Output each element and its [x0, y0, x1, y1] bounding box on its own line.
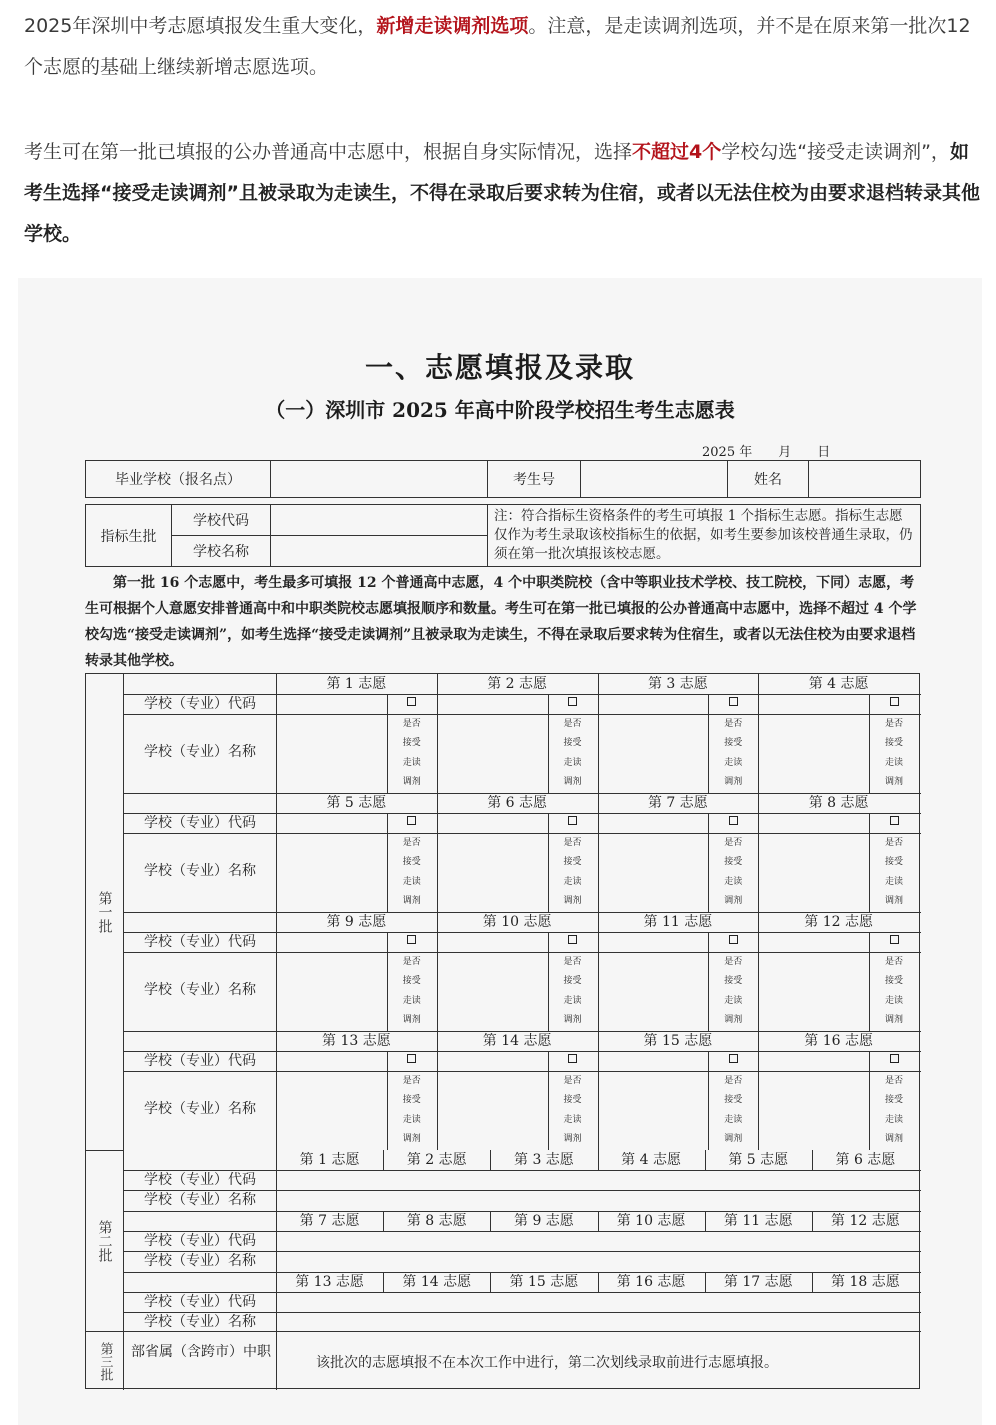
quota-school-code-field [271, 505, 488, 536]
accept-text-line: 走读 [402, 757, 421, 768]
batch-2-choice-header: 第 4 志愿 [621, 1152, 681, 1168]
accept-text-line: 调剂 [402, 1134, 421, 1144]
accept-text-line: 是否 [724, 718, 743, 729]
grid-line [124, 1071, 921, 1072]
batch-1-choice-header: 第 1 志愿 [326, 676, 387, 692]
accept-text-line: 走读 [884, 995, 903, 1006]
checkbox-icon[interactable] [890, 697, 899, 706]
batch-3-notice: 该批次的志愿填报不在本次工作中进行，第二次划线录取前进行志愿填报。 [316, 1355, 778, 1371]
accept-text-line: 调剂 [724, 1015, 743, 1025]
accept-text-line: 调剂 [563, 896, 582, 906]
batch-3-category: 部省属（含跨市）中职 [131, 1344, 271, 1360]
graduate-school-label: 毕业学校（报名点） [86, 461, 271, 498]
accept-text-line: 是否 [563, 1075, 582, 1086]
paragraph-2-bold: 如考生选择“接受走读调剂”且被录取为走读生，不得在录取后要求转为住宿，或者以无法住校为由要求退档转录其他学校。 [24, 141, 980, 245]
accept-walk-in-option[interactable] [708, 1052, 758, 1150]
accept-text-line: 走读 [563, 876, 582, 887]
accept-text-line: 走读 [724, 1114, 743, 1125]
batch-1-choice-header: 第 8 志愿 [808, 795, 869, 811]
batch-2-choice-header: 第 7 志愿 [299, 1213, 360, 1229]
form-subtitle: （一）深圳市 2025 年高中阶段学校招生考生志愿表 [265, 398, 735, 422]
quota-school-code-label: 学校代码 [172, 505, 271, 536]
accept-text-line: 调剂 [402, 896, 421, 906]
checkbox-icon[interactable] [568, 816, 577, 825]
accept-text-line: 调剂 [884, 1015, 903, 1025]
accept-text-line: 接受 [884, 976, 903, 986]
accept-walk-in-option[interactable] [387, 814, 437, 912]
checkbox-icon[interactable] [407, 697, 416, 706]
name-row-label: 学校（专业）名称 [144, 982, 256, 998]
grid-line [124, 833, 921, 834]
checkbox-icon[interactable] [568, 1054, 577, 1063]
accept-text-line: 接受 [402, 857, 421, 867]
accept-text-line: 是否 [884, 1075, 903, 1086]
batch-2-choice-header: 第 5 志愿 [728, 1152, 789, 1168]
code-row-label: 学校（专业）代码 [144, 1053, 256, 1069]
accept-text-line: 是否 [884, 837, 903, 848]
form-scan-image [18, 278, 982, 1425]
checkbox-icon[interactable] [407, 816, 416, 825]
quota-batch-label: 指标生批 [86, 505, 172, 567]
accept-text-line: 调剂 [724, 777, 743, 787]
accept-text-line: 是否 [563, 718, 582, 729]
grid-line [124, 714, 921, 715]
accept-text-line: 是否 [402, 837, 421, 848]
accept-text-line: 调剂 [402, 1015, 421, 1025]
batch-3-label: 第三批 [86, 1331, 124, 1390]
name-row-label: 学校（专业）名称 [144, 744, 256, 760]
accept-text-line: 接受 [402, 738, 421, 748]
batch-2-choice-header: 第 1 志愿 [299, 1152, 360, 1168]
checkbox-icon[interactable] [729, 1054, 738, 1063]
batch-2-choice-header: 第 2 志愿 [406, 1152, 467, 1168]
graduate-school-field [271, 461, 488, 498]
exam-no-field [581, 461, 728, 498]
accept-text-line: 走读 [402, 995, 421, 1006]
batch-2-choice-header: 第 3 志愿 [514, 1152, 574, 1168]
accept-text-line: 接受 [563, 857, 582, 867]
accept-text-line: 接受 [724, 976, 743, 986]
choices-grid [85, 673, 920, 1389]
accept-text-line: 走读 [563, 1114, 582, 1125]
batch-2-choice-header: 第 17 志愿 [723, 1274, 793, 1290]
accept-text-line: 是否 [563, 837, 582, 848]
name-row-label: 学校（专业）名称 [144, 863, 256, 879]
code-row-label: 学校（专业）代码 [144, 1294, 256, 1310]
name-row-label: 学校（专业）名称 [144, 1192, 256, 1208]
batch-1-choice-header: 第 11 志愿 [643, 914, 713, 930]
batch-1-choice-header: 第 14 志愿 [482, 1033, 552, 1049]
batch-2-choice-header: 第 6 志愿 [835, 1152, 896, 1168]
accept-text-line: 是否 [724, 837, 743, 848]
code-row-label: 学校（专业）代码 [144, 815, 256, 831]
paragraph-2-highlight: 不超过4个 [632, 141, 722, 163]
accept-walk-in-option[interactable] [548, 1052, 598, 1150]
batch-1-choice-header: 第 7 志愿 [647, 795, 708, 811]
batch-2-choice-header: 第 12 志愿 [831, 1213, 900, 1229]
code-row-label: 学校（专业）代码 [144, 934, 256, 950]
accept-text-line: 走读 [563, 995, 582, 1006]
batch-1-choice-header: 第 13 志愿 [322, 1033, 391, 1049]
accept-walk-in-option[interactable] [708, 814, 758, 912]
form-date: 2025 年 月 日 [702, 445, 831, 460]
accept-text-line: 走读 [402, 876, 421, 887]
accept-text-line: 接受 [884, 1095, 903, 1105]
name-row-label: 学校（专业）名称 [144, 1314, 256, 1330]
accept-text-line: 调剂 [884, 1134, 903, 1144]
batch-1-choice-header: 第 15 志愿 [643, 1033, 713, 1049]
exam-no-label: 考生号 [488, 461, 581, 498]
checkbox-icon[interactable] [729, 935, 738, 944]
name-row-label: 学校（专业）名称 [144, 1101, 256, 1117]
paragraph-1-text-a: 2025年深圳中考志愿填报发生重大变化， [24, 15, 377, 37]
checkbox-icon[interactable] [890, 816, 899, 825]
accept-text-line: 是否 [884, 956, 903, 967]
batch-2-choice-header: 第 13 志愿 [295, 1274, 364, 1290]
accept-text-line: 接受 [402, 976, 421, 986]
checkbox-icon[interactable] [729, 816, 738, 825]
accept-text-line: 接受 [724, 857, 743, 867]
accept-text-line: 接受 [402, 1095, 421, 1105]
form-title: 一、志愿填报及录取 [364, 351, 635, 384]
paragraph-1-text-c: 。注意，是走读调剂选项，并不是在原来第一批次12个志愿的基础上继续新增志愿选项。 [24, 15, 971, 78]
grid-line [124, 1331, 921, 1332]
batch-1-choice-header: 第 6 志愿 [487, 795, 548, 811]
accept-text-line: 是否 [563, 956, 582, 967]
accept-text-line: 调剂 [563, 1134, 582, 1144]
accept-walk-in-option[interactable] [387, 695, 437, 793]
grid-line [124, 952, 921, 953]
accept-text-line: 走读 [724, 876, 743, 887]
quota-table [85, 504, 921, 567]
paragraph-2-text-c: 学校勾选“接受走读调剂”， [721, 141, 950, 163]
accept-text-line: 调剂 [563, 777, 582, 787]
batch-2-choice-header: 第 9 志愿 [514, 1213, 574, 1229]
accept-text-line: 接受 [884, 738, 903, 748]
code-row-label: 学校（专业）代码 [144, 696, 256, 712]
checkbox-icon[interactable] [407, 1054, 416, 1063]
accept-text-line: 是否 [402, 1075, 421, 1086]
quota-school-name-field [271, 536, 488, 567]
quota-school-name-label: 学校名称 [172, 536, 271, 567]
batch-2-label: 第二批 [86, 1150, 124, 1331]
batch-2-choice-header: 第 14 志愿 [402, 1274, 472, 1290]
batch-2-choice-header: 第 18 志愿 [831, 1274, 900, 1290]
accept-text-line: 接受 [563, 738, 582, 748]
accept-text-line: 调剂 [563, 1015, 582, 1025]
accept-text-line: 调剂 [884, 777, 903, 787]
quota-note: 注：符合指标生资格条件的考生可填报 1 个指标生志愿。指标生志愿仅作为考生录取该校指标生的依据，如考生要参加该校普通生录取，仍须在第一批次填报该校志愿。 [488, 505, 921, 567]
batch-2-choice-header: 第 11 志愿 [723, 1213, 793, 1229]
accept-text-line: 调剂 [724, 896, 743, 906]
code-row-label: 学校（专业）代码 [144, 1233, 256, 1249]
batch-instructions: 第一批 16 个志愿中，考生最多可填报 12 个普通高中志愿，4 个中职类院校（含中等职业技术学校、技工院校，下同）志愿，考生可根据个人意愿安排普通高中和中职类院校志愿填报顺序和数量。考生可在第一批已填报的公办普通高中志愿中，选择不超过 4 个学校勾选“接受走读调剂”，如考生选择“接受走读调剂”且被录取为走读生，不得在录取后要求转为住宿生，或者以无法住校为由要求退档转录其他学校。 [85, 575, 917, 669]
accept-text-line: 调剂 [724, 1134, 743, 1144]
accept-text-line: 是否 [724, 1075, 743, 1086]
accept-text-line: 是否 [402, 718, 421, 729]
accept-walk-in-option[interactable] [869, 814, 919, 912]
accept-text-line: 走读 [884, 1114, 903, 1125]
accept-walk-in-option[interactable] [548, 933, 598, 1031]
accept-walk-in-option[interactable] [869, 695, 919, 793]
checkbox-icon[interactable] [890, 935, 899, 944]
accept-text-line: 接受 [563, 1095, 582, 1105]
checkbox-icon[interactable] [568, 697, 577, 706]
batch-1-choice-header: 第 3 志愿 [647, 676, 708, 692]
accept-walk-in-option[interactable] [387, 933, 437, 1031]
accept-walk-in-option[interactable] [387, 1052, 437, 1150]
checkbox-icon[interactable] [729, 697, 738, 706]
accept-text-line: 调剂 [402, 777, 421, 787]
accept-text-line: 接受 [884, 857, 903, 867]
accept-text-line: 是否 [724, 956, 743, 967]
accept-walk-in-option[interactable] [708, 695, 758, 793]
name-field [809, 461, 921, 498]
batch-2-choice-header: 第 10 志愿 [616, 1213, 686, 1229]
accept-walk-in-option[interactable] [869, 1052, 919, 1150]
code-row-label: 学校（专业）代码 [144, 1172, 256, 1188]
grid-line [276, 1331, 277, 1390]
batch-2-choice-header: 第 16 志愿 [616, 1274, 686, 1290]
batch-2-choice-header: 第 15 志愿 [509, 1274, 579, 1290]
batch-1-choice-header: 第 16 志愿 [804, 1033, 873, 1049]
article-paragraph-2 [24, 132, 980, 255]
accept-text-line: 接受 [724, 738, 743, 748]
batch-1-choice-header: 第 4 志愿 [808, 676, 869, 692]
accept-walk-in-option[interactable] [869, 933, 919, 1031]
checkbox-icon[interactable] [890, 1054, 899, 1063]
checkbox-icon[interactable] [568, 935, 577, 944]
accept-text-line: 调剂 [884, 896, 903, 906]
paragraph-2-text-a: 考生可在第一批已填报的公办普通高中志愿中，根据自身实际情况，选择 [24, 141, 633, 163]
batch-1-choice-header: 第 9 志愿 [326, 914, 387, 930]
article-paragraph-1 [24, 6, 980, 88]
name-label: 姓名 [728, 461, 809, 498]
checkbox-icon[interactable] [407, 935, 416, 944]
batch-1-choice-header: 第 12 志愿 [804, 914, 873, 930]
accept-walk-in-option[interactable] [708, 933, 758, 1031]
paragraph-1-highlight: 新增走读调剂选项 [376, 15, 529, 37]
name-row-label: 学校（专业）名称 [144, 1253, 256, 1269]
batch-1-choice-header: 第 10 志愿 [482, 914, 552, 930]
accept-text-line: 接受 [724, 1095, 743, 1105]
batch-1-choice-header: 第 2 志愿 [487, 676, 548, 692]
accept-text-line: 走读 [884, 876, 903, 887]
batch-1-label: 第一批 [86, 674, 124, 1150]
accept-text-line: 接受 [563, 976, 582, 986]
accept-text-line: 走读 [563, 757, 582, 768]
accept-walk-in-option[interactable] [548, 814, 598, 912]
accept-text-line: 是否 [884, 718, 903, 729]
header-table [85, 460, 921, 498]
accept-walk-in-option[interactable] [548, 695, 598, 793]
accept-text-line: 走读 [724, 757, 743, 768]
accept-text-line: 是否 [402, 956, 421, 967]
accept-text-line: 走读 [724, 995, 743, 1006]
batch-2-choice-header: 第 8 志愿 [406, 1213, 467, 1229]
accept-text-line: 走读 [402, 1114, 421, 1125]
accept-text-line: 走读 [884, 757, 903, 768]
batch-1-choice-header: 第 5 志愿 [326, 795, 387, 811]
